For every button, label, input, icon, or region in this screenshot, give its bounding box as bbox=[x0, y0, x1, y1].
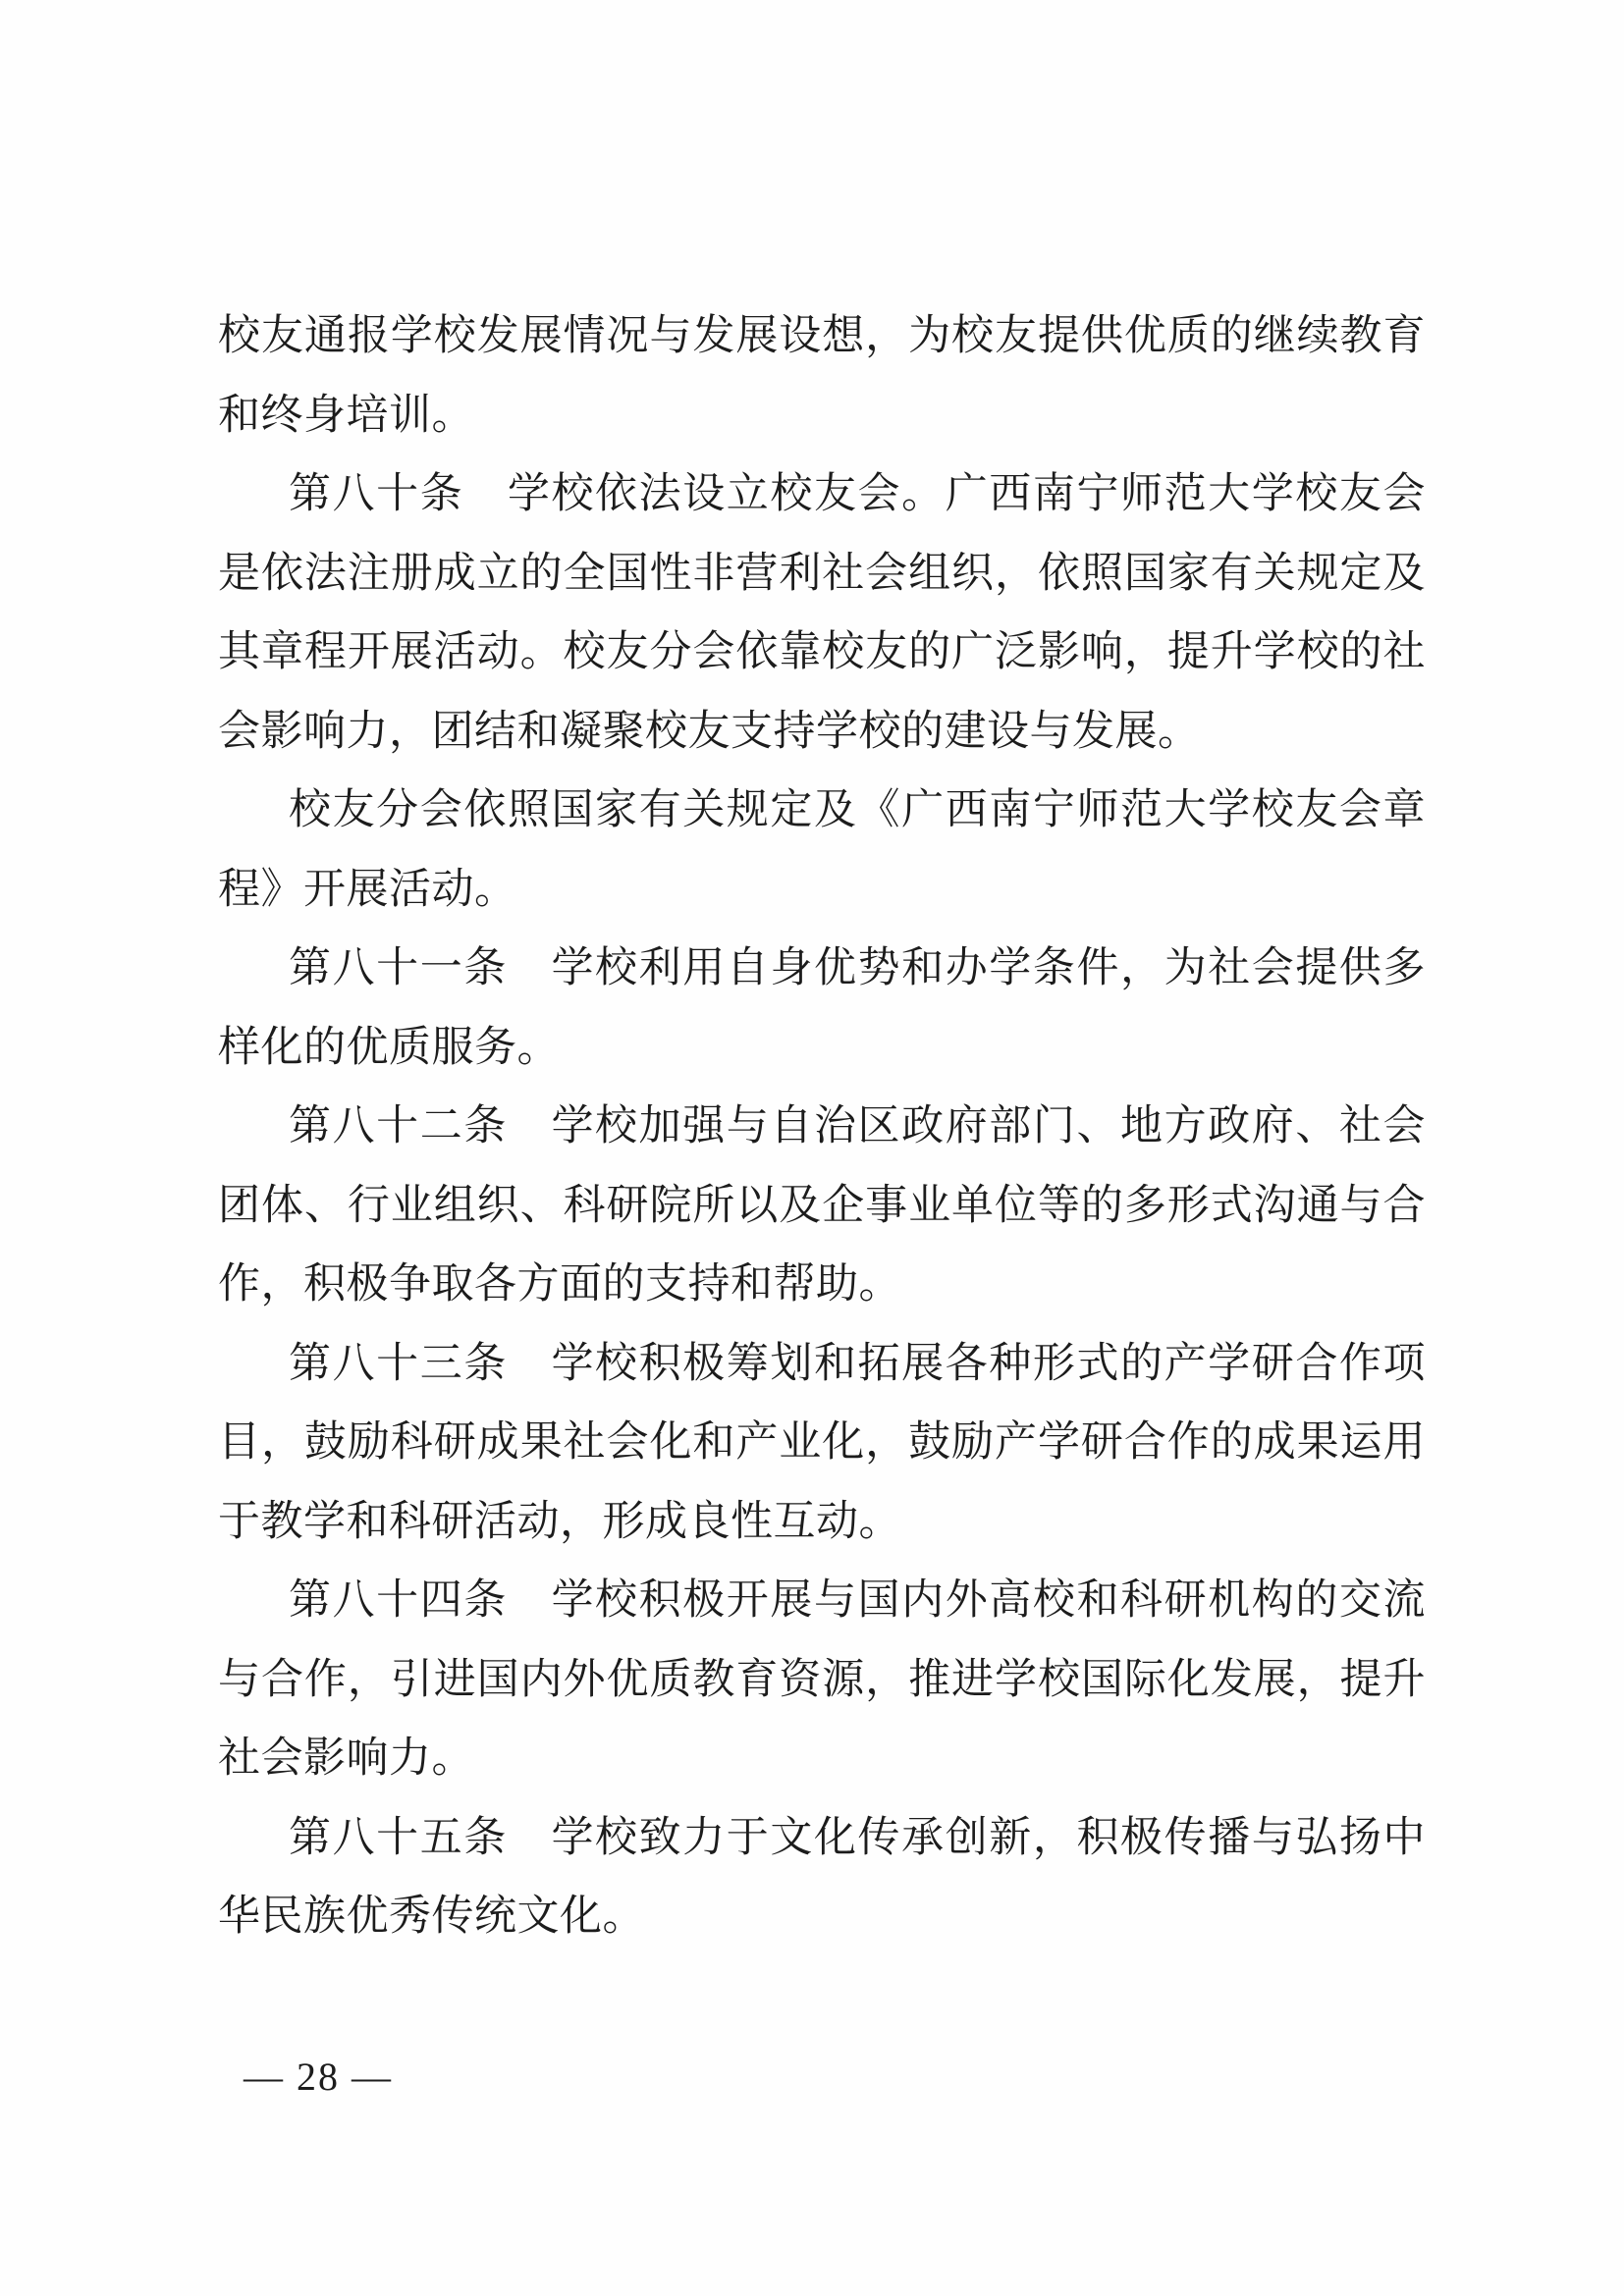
paragraph-article-80-sub: 校友分会依照国家有关规定及《广西南宁师范大学校友会章程》开展活动。 bbox=[218, 787, 1426, 913]
paragraph-article-81: 第八十一条 学校利用自身优势和办学条件，为社会提供多样化的优质服务。 bbox=[218, 945, 1426, 1071]
paragraph-article-85: 第八十五条 学校致力于文化传承创新，积极传播与弘扬中华民族优秀传统文化。 bbox=[218, 1814, 1426, 1940]
paragraph-continuation: 校友通报学校发展情况与发展设想，为校友提供优质的继续教育和终身培训。 bbox=[218, 313, 1426, 439]
paragraph-article-84: 第八十四条 学校积极开展与国内外高校和科研机构的交流与合作，引进国内外优质教育资源，推进学校国际化发展，提升社会影响力。 bbox=[218, 1577, 1426, 1782]
paragraph-article-83: 第八十三条 学校积极筹划和拓展各种形式的产学研合作项目，鼓励科研成果社会化和产业化，鼓励产学研合作的成果运用于教学和科研活动，形成良性互动。 bbox=[218, 1340, 1426, 1545]
paragraph-article-82: 第八十二条 学校加强与自治区政府部门、地方政府、社会团体、行业组织、科研院所以及企事业单位等的多形式沟通与合作，积极争取各方面的支持和帮助。 bbox=[218, 1103, 1426, 1308]
paragraph-article-80: 第八十条 学校依法设立校友会。广西南宁师范大学校友会是依法注册成立的全国性非营利社会组织，依照国家有关规定及其章程开展活动。校友分会依靠校友的广泛影响，提升学校的社会影响力，团结和凝聚校友支持学校的建设与发展。 bbox=[218, 471, 1426, 755]
page-number: — 28 — bbox=[244, 2055, 393, 2099]
document-body bbox=[218, 297, 1426, 1957]
